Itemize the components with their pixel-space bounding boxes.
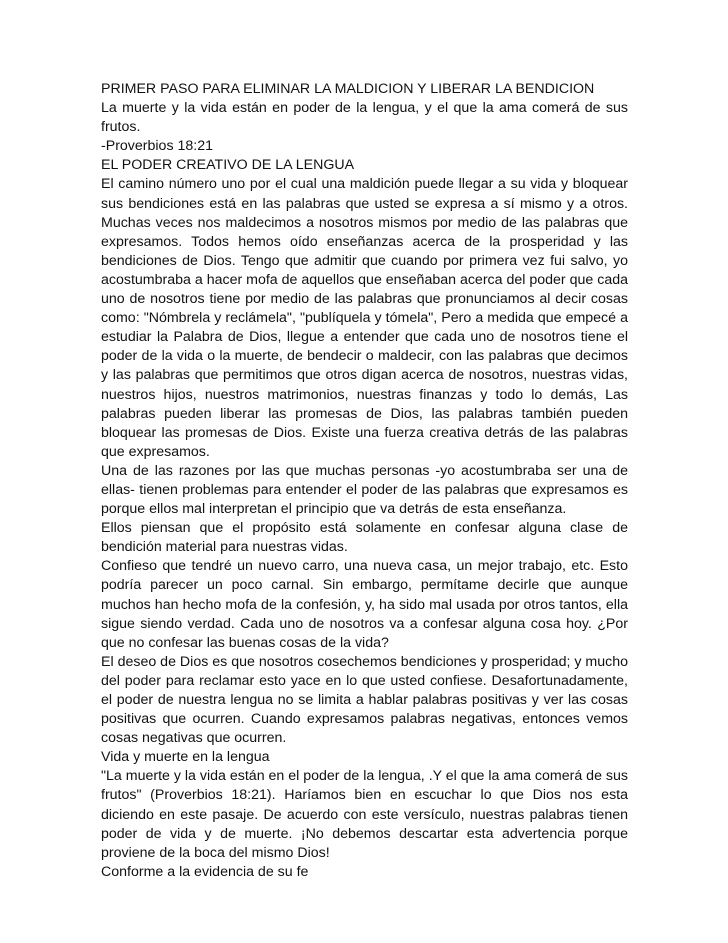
- section-title: Conforme a la evidencia de su fe: [101, 863, 309, 880]
- document-heading: PRIMER PASO PARA ELIMINAR LA MALDICION Y LIBERAR LA BENDICION: [101, 81, 595, 97]
- paragraph: El deseo de Dios es que nosotros cosechemos bendiciones y prosperidad; y mucho del poder para reclamar esto yace en lo que usted confiese. Desafortunadamente, el poder de nuestra lengua no se limita a hablar palabras positivas y ver las cosas positivas que ocurren. Cuando expresamos palabras negativas, entonces vemos cosas negativas que ocurren.: [101, 653, 628, 747]
- section-title: EL PODER CREATIVO DE LA LENGUA: [101, 157, 355, 174]
- paragraph: El camino número uno por el cual una maldición puede llegar a su vida y bloquear sus bendiciones está en las palabras que usted se expresa a sí mismo y a otros. Muchas veces nos maldecimos a nosotros mismos por medio de las palabras que expresamos. Todos hemos oído enseñanzas acerca de la prosperidad y las bendiciones de Dios. Tengo que admitir que cuando por primera vez fui salvo, yo acostumbraba a hacer mofa de aquellos que enseñaban acerca del poder que cada uno de nosotros tiene por medio de las palabras que pronunciamos al decir cosas como: "Nómbrela y reclámela", "publíquela y tómela", Pero a medida que empecé a estudiar la Palabra de Dios, llegue a entender que cada uno de nosotros tiene el poder de la vida o la muerte, de bendecir o maldecir, con las palabras que decimos y las palabras que permitimos que otros digan acerca de nosotros, nuestras vidas, nuestros hijos, nuestros matrimonios, nuestras finanzas y todo lo demás, Las palabras pueden liberar las promesas de Dios, las palabras también pueden bloquear las promesas de Dios. Existe una fuerza creativa detrás de las palabras que expresamos.: [101, 176, 628, 460]
- paragraph: Ellos piensan que el propósito está solamente en confesar alguna clase de bendición material para nuestras vidas.: [101, 520, 628, 556]
- document-page: [101, 80, 628, 882]
- epigraph-reference: -Proverbios 18:21: [101, 138, 213, 155]
- paragraph: Confieso que tendré un nuevo carro, una nueva casa, un mejor trabajo, etc. Esto podría parecer un poco carnal. Sin embargo, permítame decirle que aunque muchos han hecho mofa de la confesión, y, ha sido mal usada por otros tantos, ella sigue siendo verdad. Cada uno de nosotros va a confesar alguna cosa hoy. ¿Por que no confesar las buenas cosas de la vida?: [101, 558, 628, 651]
- epigraph: La muerte y la vida están en poder de la lengua, y el que la ama comerá de sus frutos.: [101, 100, 628, 136]
- paragraph: "La muerte y la vida están en el poder de la lengua, .Y el que la ama comerá de sus frutos" (Proverbios 18:21). Haríamos bien en escuchar lo que Dios nos esta diciendo en este pasaje. De acuerdo con este versículo, nuestras palabras tienen poder de vida y de muerte. ¡No debemos descartar esta advertencia porque proviene de la boca del mismo Dios!: [101, 768, 628, 861]
- section-title: Vida y muerte en la lengua: [101, 749, 270, 766]
- paragraph: Una de las razones por las que muchas personas -yo acostumbraba ser una de ellas- tienen problemas para entender el poder de las palabras que expresamos es porque ellos mal interpretan el principio que va detrás de esta enseñanza.: [101, 462, 628, 518]
